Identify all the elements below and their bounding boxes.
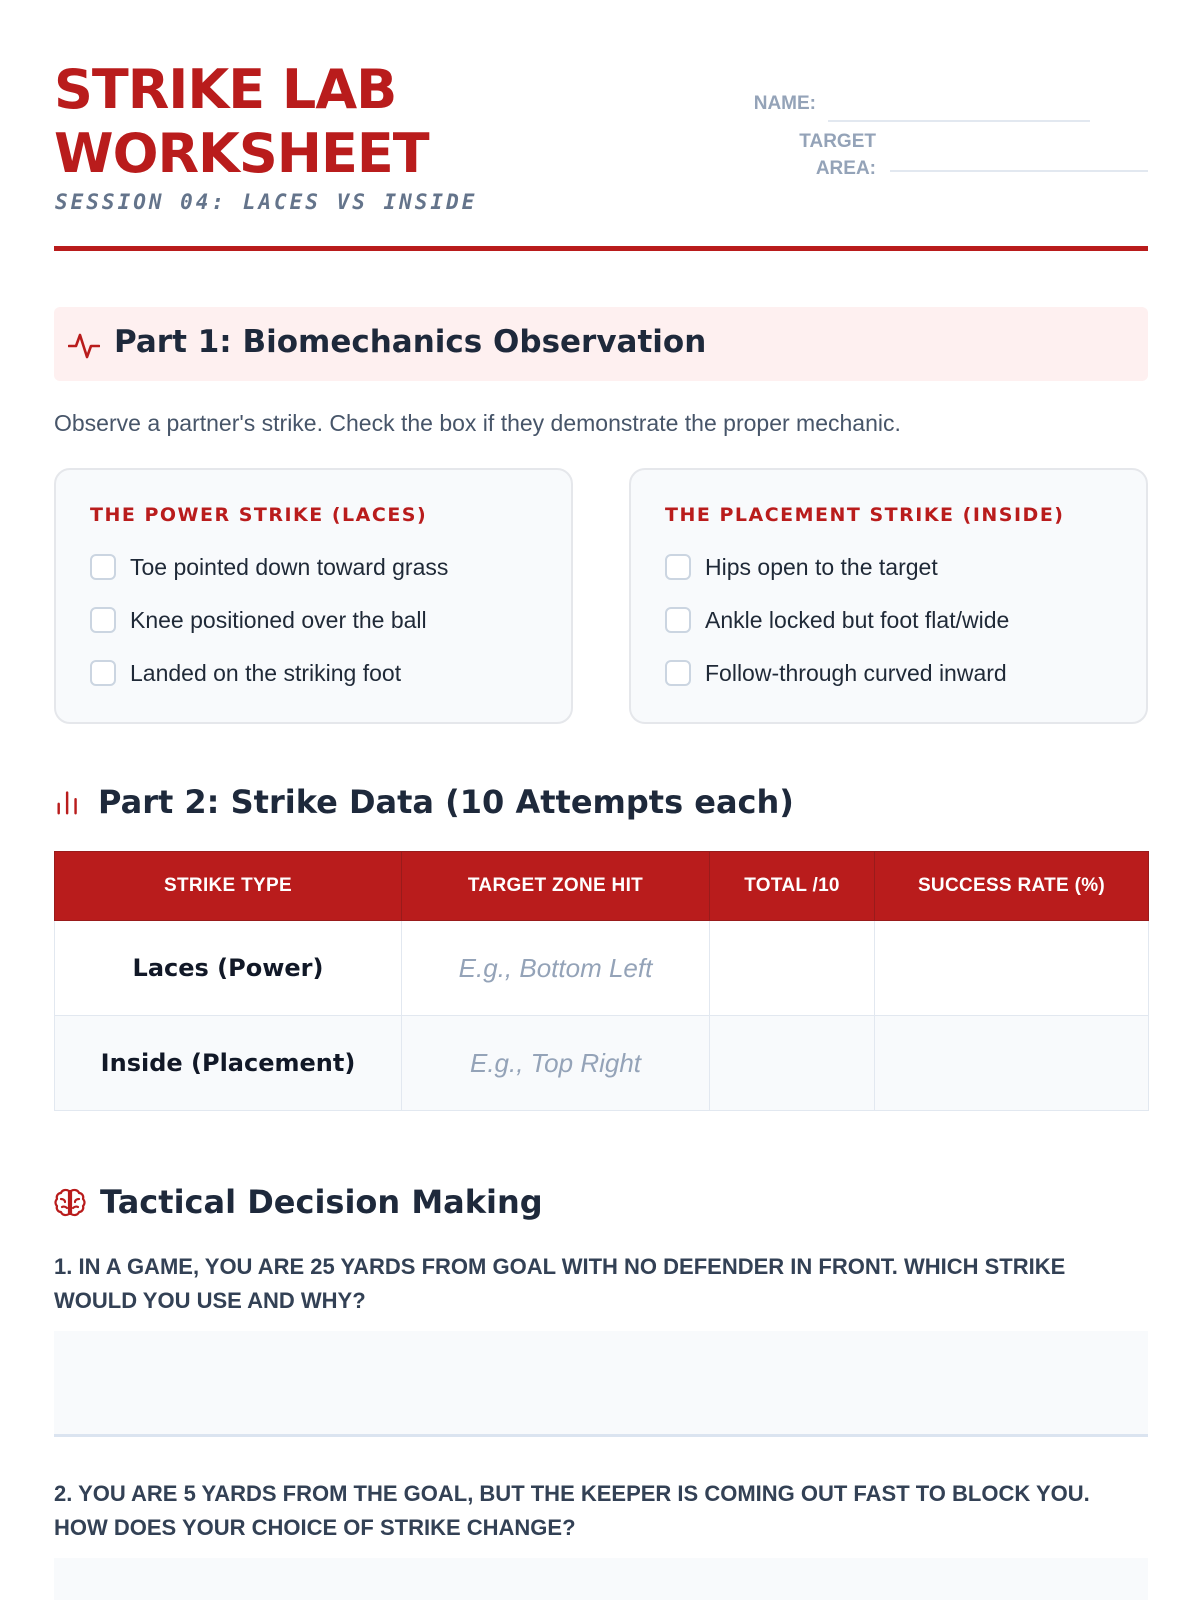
session-subtitle: SESSION 04: LACES VS INSIDE	[55, 190, 478, 214]
answer-box-2[interactable]	[54, 1558, 1148, 1600]
tactical-heading	[54, 1183, 543, 1221]
strike-type-cell: Inside (Placement)	[55, 1016, 402, 1111]
checklist-item-label: Toe pointed down toward grass	[130, 553, 449, 580]
target-area-input-line[interactable]	[890, 170, 1148, 172]
checkbox[interactable]	[90, 660, 116, 686]
placement-strike-card	[629, 468, 1148, 724]
title-line-1: STRIKE LAB	[54, 58, 397, 121]
column-header: STRIKE TYPE	[55, 852, 402, 921]
target-label-line-1: TARGET	[799, 131, 876, 152]
checkbox[interactable]	[665, 554, 691, 580]
column-header: TARGET ZONE HIT	[402, 852, 710, 921]
part1-instructions: Observe a partner's strike. Check the box if they demonstrate the proper mechanic.	[54, 410, 901, 436]
header-divider	[54, 246, 1148, 251]
checklist-item[interactable]	[665, 605, 1009, 635]
part2-title: Part 2: Strike Data (10 Attempts each)	[98, 783, 794, 821]
name-input-line[interactable]	[828, 120, 1090, 122]
checklist-item-label: Landed on the striking foot	[130, 659, 402, 686]
bar-chart-icon	[54, 786, 84, 818]
success-rate-cell[interactable]	[875, 1016, 1149, 1111]
success-rate-cell[interactable]	[875, 921, 1149, 1016]
table-row	[55, 921, 1149, 1016]
checklist-item-label: Follow-through curved inward	[705, 659, 1007, 686]
checklist-item-label: Ankle locked but foot flat/wide	[705, 606, 1010, 633]
target-label-line-2: AREA:	[815, 158, 876, 179]
total-cell[interactable]	[710, 921, 875, 1016]
target-zone-cell[interactable]: E.g., Top Right	[402, 1016, 710, 1111]
part1-title: Part 1: Biomechanics Observation	[114, 324, 707, 360]
checklist-item[interactable]	[90, 605, 427, 635]
target-area-label	[754, 128, 876, 182]
checklist-item[interactable]	[665, 658, 1007, 688]
worksheet-page	[54, 0, 1148, 1600]
target-zone-cell[interactable]: E.g., Bottom Left	[402, 921, 710, 1016]
worksheet-title	[54, 58, 429, 186]
checkbox[interactable]	[665, 660, 691, 686]
table-row	[55, 1016, 1149, 1111]
question-1: 1. IN A GAME, YOU ARE 25 YARDS FROM GOAL WITH NO DEFENDER IN FRONT. WHICH STRIKE WOULD YOU USE AND WHY?	[54, 1254, 1066, 1313]
checklist-item[interactable]	[665, 552, 938, 582]
checklist-item[interactable]	[90, 658, 401, 688]
table-header-row	[55, 852, 1149, 921]
checklist-item-label: Knee positioned over the ball	[130, 606, 427, 633]
placement-strike-card-title: THE PLACEMENT STRIKE (INSIDE)	[665, 504, 1065, 526]
answer-box-1[interactable]	[54, 1331, 1148, 1437]
checkbox[interactable]	[665, 607, 691, 633]
power-strike-card	[54, 468, 573, 724]
brain-icon	[54, 1186, 86, 1218]
checklist-item[interactable]	[90, 552, 448, 582]
column-header: SUCCESS RATE (%)	[875, 852, 1149, 921]
part1-banner	[54, 307, 1148, 381]
checkbox[interactable]	[90, 554, 116, 580]
strike-type-cell: Laces (Power)	[55, 921, 402, 1016]
question-2: 2. YOU ARE 5 YARDS FROM THE GOAL, BUT THE KEEPER IS COMING OUT FAST TO BLOCK YOU. HOW DOES YOUR CHOICE OF STRIKE CHANGE?	[54, 1481, 1090, 1540]
tactical-title: Tactical Decision Making	[100, 1183, 543, 1221]
strike-data-table	[54, 851, 1149, 1111]
checklist-item-label: Hips open to the target	[705, 553, 938, 580]
name-label: NAME:	[753, 93, 816, 114]
title-line-2: WORKSHEET	[54, 122, 429, 185]
checkbox[interactable]	[90, 607, 116, 633]
total-cell[interactable]	[710, 1016, 875, 1111]
activity-pulse-icon	[68, 329, 100, 361]
power-strike-card-title: THE POWER STRIKE (LACES)	[90, 504, 428, 526]
part2-heading	[54, 783, 794, 821]
column-header: TOTAL /10	[710, 852, 875, 921]
